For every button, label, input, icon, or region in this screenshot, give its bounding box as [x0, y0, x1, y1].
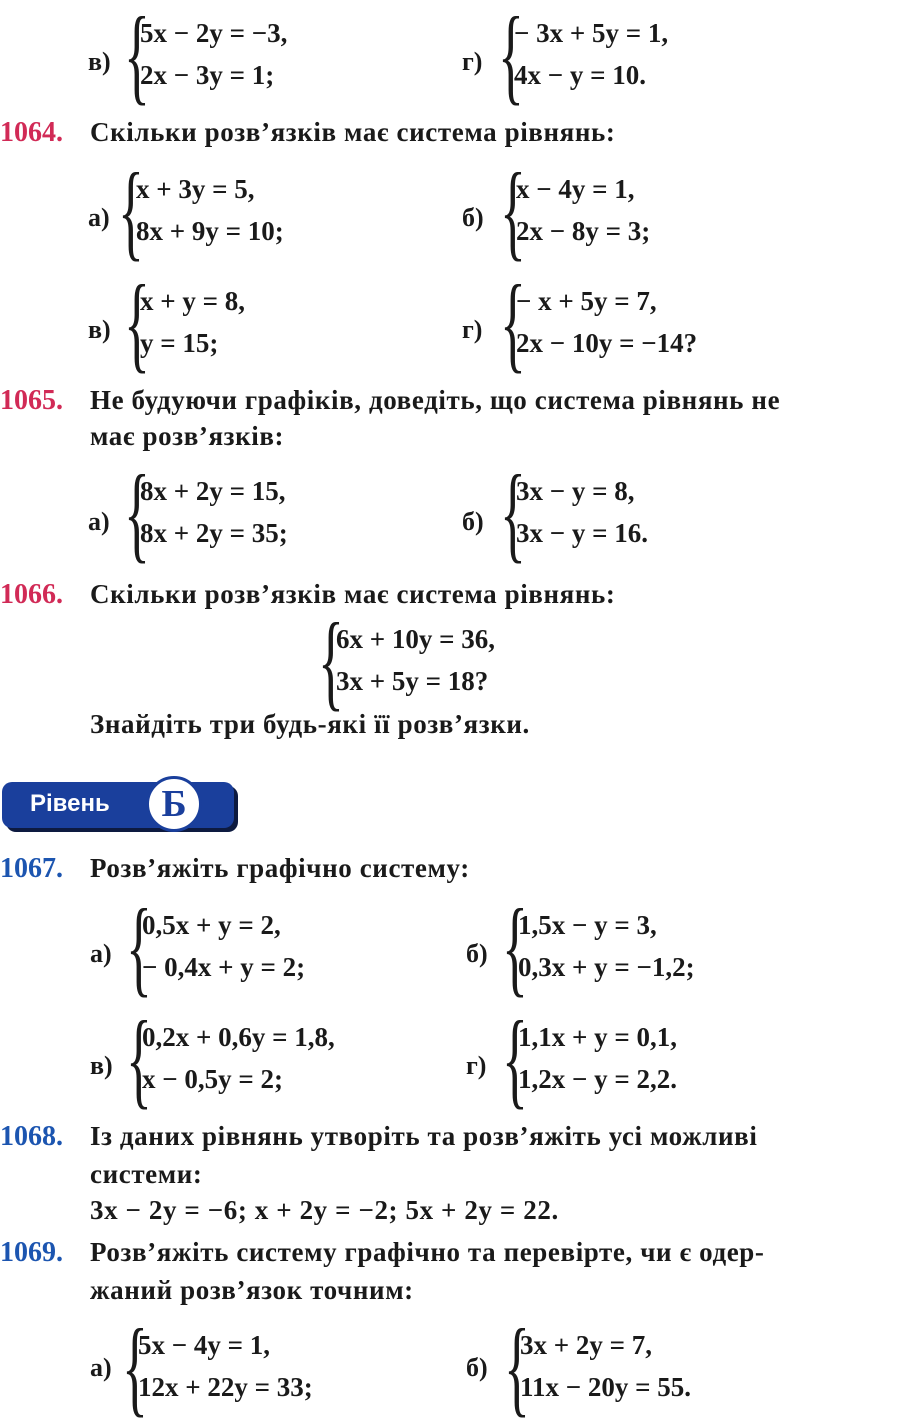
- brace: {: [500, 264, 526, 383]
- equation: x + 3y = 5,: [136, 174, 255, 204]
- label-a: а): [88, 507, 110, 536]
- problem-text: системи:: [90, 1159, 203, 1189]
- label-a: а): [90, 1353, 112, 1382]
- problem-text: Розв’яжіть графічно систему:: [90, 853, 470, 883]
- brace: {: [122, 1308, 148, 1427]
- brace: {: [318, 602, 344, 721]
- equation: x − 4y = 1,: [516, 174, 635, 204]
- equation: − 0,4x + y = 2;: [142, 952, 306, 982]
- equation: 0,2x + 0,6y = 1,8,: [142, 1022, 335, 1052]
- equation: 11x − 20y = 55.: [520, 1372, 692, 1402]
- label-g: г): [462, 47, 483, 76]
- label-g: г): [466, 1051, 487, 1080]
- equation: x − 0,5y = 2;: [142, 1064, 284, 1094]
- problem-number: 1064.: [0, 117, 63, 148]
- label-b: б): [466, 939, 488, 968]
- brace: {: [126, 888, 152, 1007]
- equation: 0,3x + y = −1,2;: [518, 952, 695, 982]
- label-v: в): [90, 1051, 113, 1080]
- label-b: б): [466, 1353, 488, 1382]
- equation: 2x − 10y = −14?: [516, 328, 698, 358]
- problem-text: Не будуючи графіків, доведіть, що система рівнянь не: [90, 385, 781, 415]
- equation: 5x − 2y = −3,: [140, 18, 288, 48]
- brace: {: [502, 1000, 528, 1119]
- label-g: г): [462, 315, 483, 344]
- brace: {: [500, 152, 526, 271]
- equation: 3x − y = 16.: [516, 518, 649, 548]
- problem-text: має розв’язків:: [90, 421, 285, 451]
- equation: y = 15;: [140, 328, 219, 358]
- brace: {: [124, 454, 150, 573]
- equation: 5x − 4y = 1,: [138, 1330, 271, 1360]
- equation-list: 3x − 2y = −6; x + 2y = −2; 5x + 2y = 22.: [90, 1195, 559, 1225]
- system-1067-a: [142, 904, 305, 988]
- equation: 3x + 5y = 18?: [336, 666, 489, 696]
- equation: 2x − 8y = 3;: [516, 216, 651, 246]
- equation: − x + 5y = 7,: [516, 286, 657, 316]
- problem-text: Із даних рівнянь утворіть та розв’яжіть усі можливі: [90, 1121, 758, 1151]
- equation: 6x + 10y = 36,: [336, 624, 496, 654]
- equation: 1,2x − y = 2,2.: [518, 1064, 678, 1094]
- problem-number: 1068.: [0, 1121, 63, 1152]
- brace: {: [502, 888, 528, 1007]
- brace: {: [504, 1308, 530, 1427]
- problem-text: Скільки розв’язків має система рівнянь:: [90, 117, 616, 147]
- problem-number: 1066.: [0, 579, 63, 610]
- equation: 12x + 22y = 33;: [138, 1372, 313, 1402]
- system-1066: [336, 618, 495, 702]
- problem-text: Знайдіть три будь-які її розв’язки.: [90, 709, 530, 739]
- system-1067-g: [518, 1016, 677, 1100]
- brace: {: [126, 1000, 152, 1119]
- equation: 4x − y = 10.: [514, 60, 647, 90]
- equation: 3x + 2y = 7,: [520, 1330, 653, 1360]
- brace: {: [118, 152, 144, 271]
- equation: 8x + 9y = 10;: [136, 216, 284, 246]
- system-1064-a: [136, 168, 284, 252]
- label-b: б): [462, 203, 484, 232]
- problem-text: Скільки розв’язків має система рівнянь:: [90, 579, 616, 609]
- brace: {: [500, 454, 526, 573]
- system-1069-b: [520, 1324, 691, 1408]
- problem-number: 1069.: [0, 1237, 63, 1268]
- equation: 3x − y = 8,: [516, 476, 635, 506]
- system-1065-b: [516, 470, 648, 554]
- system-1064-g: [516, 280, 697, 364]
- label-v: в): [88, 47, 111, 76]
- system-1064-v: [140, 280, 245, 364]
- system-1064-b: [516, 168, 650, 252]
- problem-text: жаний розв’язок точним:: [90, 1275, 414, 1305]
- level-letter: Б: [146, 776, 202, 832]
- level-badge: [2, 782, 234, 828]
- equation: 0,5x + y = 2,: [142, 910, 281, 940]
- label-a: а): [90, 939, 112, 968]
- equation: 2x − 3y = 1;: [140, 60, 275, 90]
- equation: 8x + 2y = 15,: [140, 476, 286, 506]
- problem-number: 1065.: [0, 385, 63, 416]
- label-v: в): [88, 315, 111, 344]
- problem-text: Розв’яжіть систему графічно та перевірте, чи є одер-: [90, 1237, 765, 1267]
- system-1069-a: [138, 1324, 313, 1408]
- system-1065-a: [140, 470, 288, 554]
- system-top-g: [514, 12, 668, 96]
- brace: {: [124, 264, 150, 383]
- label-b: б): [462, 507, 484, 536]
- system-1067-b: [518, 904, 695, 988]
- label-a: а): [88, 203, 110, 232]
- system-top-v: [140, 12, 287, 96]
- equation: x + y = 8,: [140, 286, 246, 316]
- brace: {: [124, 0, 150, 115]
- equation: 1,1x + y = 0,1,: [518, 1022, 678, 1052]
- equation: 1,5x − y = 3,: [518, 910, 657, 940]
- brace: {: [498, 0, 524, 115]
- problem-number: 1067.: [0, 853, 63, 884]
- equation: 8x + 2y = 35;: [140, 518, 288, 548]
- equation: − 3x + 5y = 1,: [514, 18, 669, 48]
- level-word: Рівень: [30, 790, 110, 817]
- system-1067-v: [142, 1016, 335, 1100]
